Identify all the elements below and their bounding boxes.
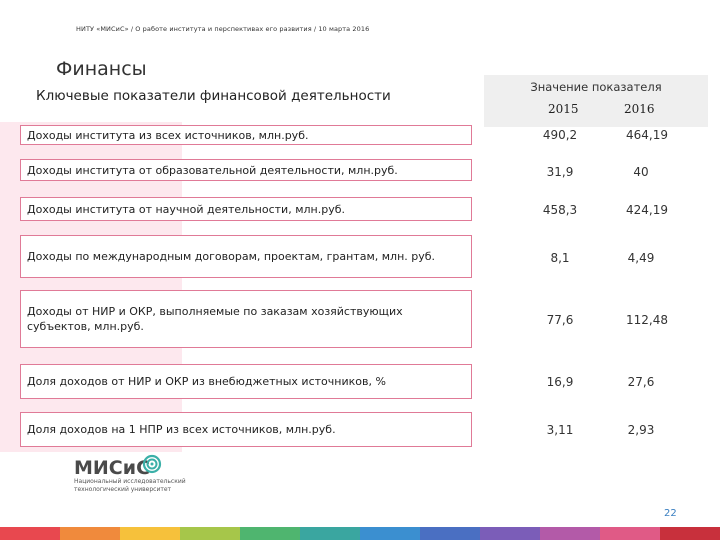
color-stripe-7 — [420, 527, 480, 540]
value-2016-science-income: 424,19 — [626, 203, 668, 217]
value-2015-total-income: 490,2 — [542, 128, 578, 142]
color-stripe-4 — [240, 527, 300, 540]
color-stripe-2 — [120, 527, 180, 540]
value-2015-rnd-share: 16,9 — [546, 375, 574, 389]
value-2015-education-income: 31,9 — [546, 165, 574, 179]
value-2015-science-income: 458,3 — [542, 203, 578, 217]
value-2016-education-income: 40 — [633, 165, 649, 179]
page-number: 22 — [664, 508, 677, 519]
row-label-total-income: Доходы института из всех источников, млн.руб. — [20, 125, 472, 145]
value-2016-rnd-share: 27,6 — [627, 375, 655, 389]
section-title: Финансы — [56, 58, 147, 80]
color-stripe-5 — [300, 527, 360, 540]
row-label-science-income: Доходы института от научной деятельности, млн.руб. — [20, 197, 472, 221]
row-label-international-income: Доходы по международным договорам, проектам, грантам, млн. руб. — [20, 235, 472, 278]
logo-caption: Национальный исследовательский технологический университет — [74, 478, 186, 493]
value-2016-total-income: 464,19 — [626, 128, 668, 142]
logo-wordmark: МИСиС — [74, 457, 151, 478]
row-label-education-income: Доходы института от образовательной деятельности, млн.руб. — [20, 159, 472, 181]
value-2016-income-per-staff: 2,93 — [627, 423, 655, 437]
color-stripe-9 — [540, 527, 600, 540]
column-header-box — [484, 75, 708, 127]
year-2015-header: 2015 — [548, 102, 579, 116]
year-2016-header: 2016 — [624, 102, 655, 116]
value-2015-international-income: 8,1 — [550, 251, 570, 265]
value-2015-rnd-income: 77,6 — [546, 313, 574, 327]
color-stripe-11 — [660, 527, 720, 540]
column-header-title: Значение показателя — [530, 80, 662, 94]
color-stripe-0 — [0, 527, 60, 540]
value-2016-rnd-income: 112,48 — [626, 313, 668, 327]
row-label-rnd-share: Доля доходов от НИР и ОКР из внебюджетных источников, % — [20, 364, 472, 399]
color-stripe-3 — [180, 527, 240, 540]
presentation-header: НИТУ «МИСиС» / О работе института и перспективах его развития / 10 марта 2016 — [76, 25, 370, 33]
logo-dot — [151, 463, 154, 466]
value-2016-international-income: 4,49 — [627, 251, 655, 265]
color-stripe-bar — [0, 527, 720, 540]
value-2015-income-per-staff: 3,11 — [546, 423, 574, 437]
color-stripe-10 — [600, 527, 660, 540]
color-stripe-1 — [60, 527, 120, 540]
row-label-rnd-income: Доходы от НИР и ОКР, выполняемые по заказам хозяйствующих субъектов, млн.руб. — [20, 290, 472, 348]
color-stripe-6 — [360, 527, 420, 540]
color-stripe-8 — [480, 527, 540, 540]
row-label-income-per-staff: Доля доходов на 1 НПР из всех источников, млн.руб. — [20, 412, 472, 447]
slide-subtitle: Ключевые показатели финансовой деятельности — [36, 88, 391, 104]
